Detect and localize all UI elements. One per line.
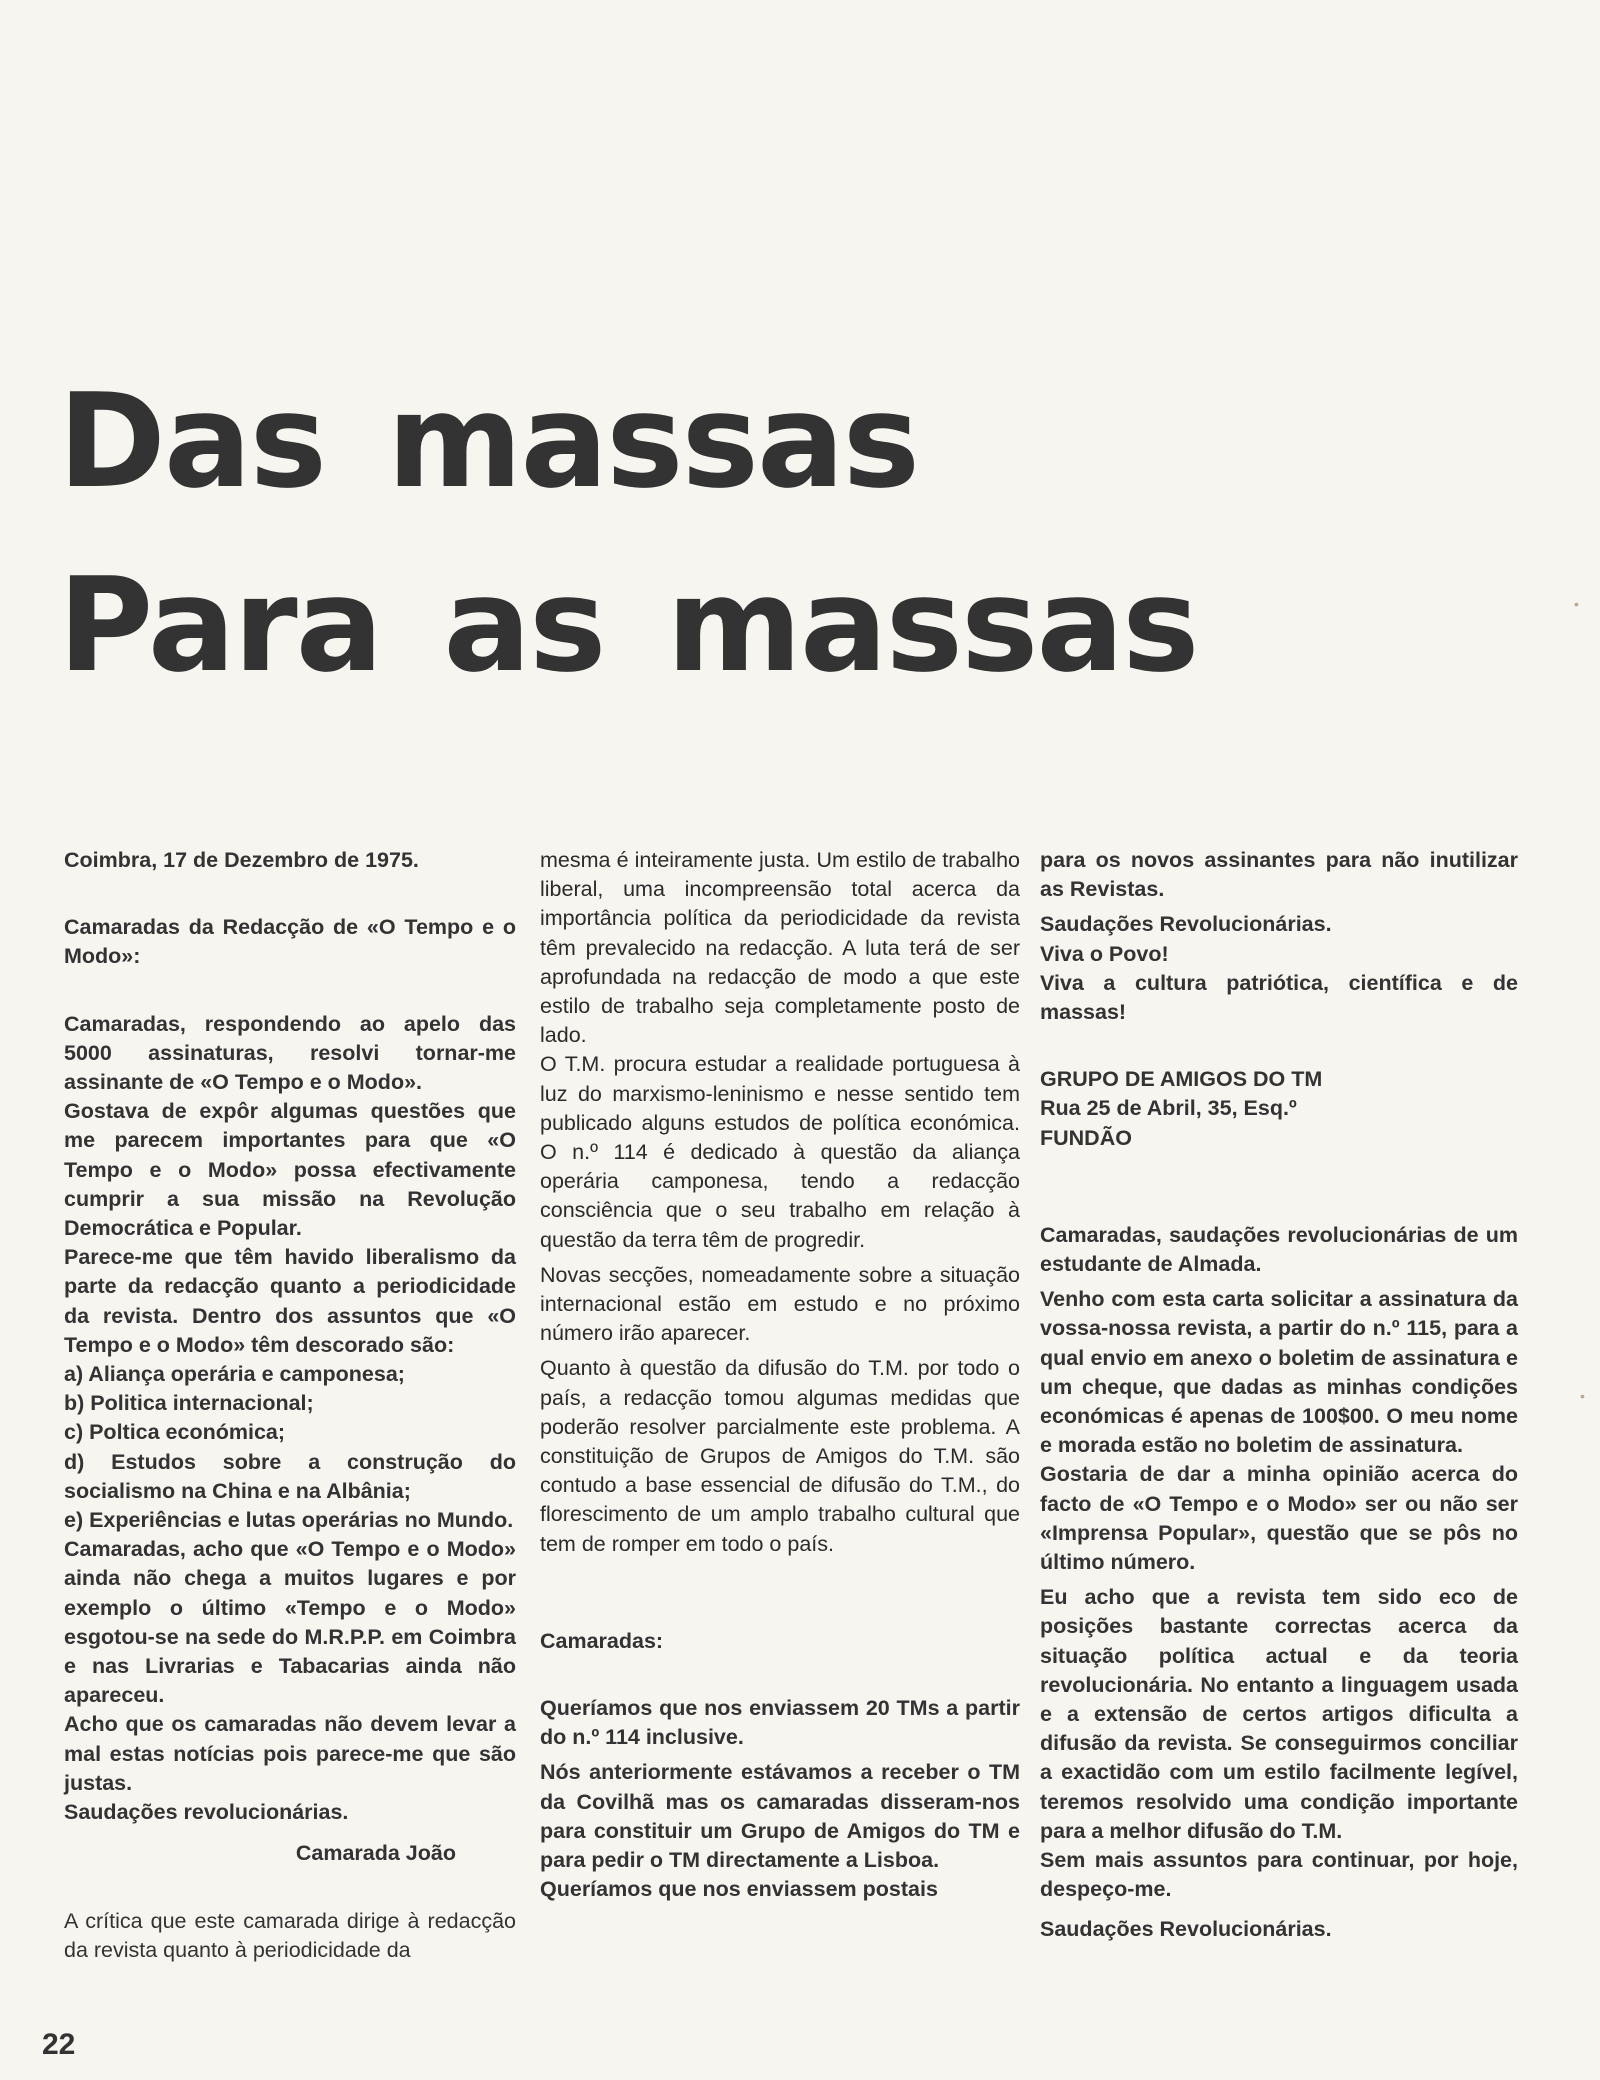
letter-closing: Viva o Povo! bbox=[1040, 941, 1169, 966]
letter-closing: Saudações revolucionárias. bbox=[64, 1800, 349, 1825]
list-item: c) Poltica económica; bbox=[64, 1420, 286, 1445]
paper-speck: • bbox=[1574, 596, 1579, 612]
sender-address: Rua 25 de Abril, 35, Esq.º bbox=[1040, 1096, 1297, 1121]
paragraph: Nós anteriormente estávamos a receber o TM da Covilhã mas os camaradas disseram-nos para constituir um Grupo de Amigos do TM e para pedir o TM directamente a Lisboa. bbox=[540, 1760, 1020, 1873]
column-1 bbox=[64, 846, 516, 1965]
paragraph: Venho com esta carta solicitar a assinatura da vossa-nossa revista, a partir do n.º 115, para a qual envio em anexo o boletim de assinatura e um cheque, que dadas as minhas condições económicas é apenas de 100$00. O meu nome e morada estão no boletim de assinatura. bbox=[1040, 1287, 1518, 1458]
column-3 bbox=[1040, 846, 1518, 1944]
letter-closing: Saudações Revolucionárias. bbox=[1040, 912, 1332, 937]
list-item: e) Experiências e lutas operárias no Mundo. bbox=[64, 1508, 514, 1533]
letter-closing: Viva a cultura patriótica, científica e de massas! bbox=[1040, 970, 1518, 1025]
page-number: 22 bbox=[42, 2028, 76, 2061]
letter-salutation: Camaradas: bbox=[540, 1628, 664, 1653]
sender-name: GRUPO DE AMIGOS DO TM bbox=[1040, 1067, 1323, 1092]
sender-city: FUNDÃO bbox=[1040, 1125, 1132, 1150]
letter-signature: Camarada João bbox=[295, 1841, 456, 1866]
letter-salutation: Camaradas da Redacção de «O Tempo e o Modo»: bbox=[64, 915, 516, 969]
list-item: d) Estudos sobre a construção do socialismo na China e na Albânia; bbox=[64, 1449, 516, 1503]
paragraph: Camaradas, respondendo ao apelo das 5000 assinaturas, resolvi tornar-me assinante de «O Tempo e o Modo». bbox=[64, 1011, 516, 1095]
paper-speck: • bbox=[1580, 1388, 1585, 1404]
paragraph: Acho que os camaradas não devem levar a mal estas notícias pois parece-me que são justas. bbox=[64, 1712, 516, 1795]
paragraph: Camaradas, acho que «O Tempo e o Modo» ainda não chega a muitos lugares e por exemplo o último «Tempo e o Modo» esgotou-se na sede do M.R.P.P. em Coimbra e nas Livrarias e Tabacarias ainda não apareceu. bbox=[64, 1537, 516, 1708]
headline-line-2 bbox=[58, 549, 1198, 701]
paragraph: Eu acho que a revista tem sido eco de posições bastante correctas acerca da situação política actual e da teoria revolucionária. No entanto a linguagem usada e a extensão de certos artigos dificulta a difusão da revista. Se conseguirmos conciliar a exactidão com um estilo facilmente legível, teremos resolvido uma condição importante para a melhor difusão do T.M. bbox=[1040, 1585, 1518, 1843]
paragraph: Gostava de expôr algumas questões que me parecem importantes para que «O Tempo e o Modo» possa efectivamente cumprir a sua missão na Revolução Democrática e Popular. bbox=[64, 1099, 516, 1241]
headline-word: as bbox=[443, 549, 605, 701]
paragraph: Camaradas, saudações revolucionárias de um estudante de Almada. bbox=[1040, 1222, 1518, 1277]
paragraph: Parece-me que têm havido liberalismo da parte da redacção quanto a periodicidade da revista. Dentro dos assuntos que «O Tempo e o Modo» têm descorado são: bbox=[64, 1245, 516, 1357]
letter-closing: Saudações Revolucionárias. bbox=[1040, 1916, 1332, 1941]
headline-line-1 bbox=[58, 365, 919, 517]
editorial-reply: Quanto à questão da difusão do T.M. por todo o país, a redacção tomou algumas medidas que poderão resolver parcialmente este problema. A constituição de Grupos de Amigos do T.M. são contudo a base essencial de difusão do T.M., do florescimento de um amplo trabalho cultural que tem de romper em todo o país. bbox=[540, 1356, 1020, 1556]
editorial-reply: mesma é inteiramente justa. Um estilo de trabalho liberal, uma incompreensão total acerca da importância política da periodicidade da revista têm prevalecido na redacção. A luta terá de ser aprofundada na redacção de modo a que este estilo de trabalho seja completamente posto de lado. bbox=[540, 848, 1020, 1048]
headline-word: massas bbox=[666, 549, 1198, 701]
list-item: b) Politica internacional; bbox=[64, 1391, 314, 1416]
paragraph: Queríamos que nos enviassem 20 TMs a partir do n.º 114 inclusive. bbox=[540, 1696, 1020, 1750]
paragraph: para os novos assinantes para não inutilizar as Revistas. bbox=[1040, 848, 1518, 902]
editorial-reply: A crítica que este camarada dirige à redacção da revista quanto à periodicidade da bbox=[64, 1908, 516, 1962]
headline-word: massas bbox=[387, 365, 919, 517]
headline-word: Para bbox=[58, 549, 382, 701]
letter-date: Coimbra, 17 de Dezembro de 1975. bbox=[64, 848, 419, 872]
headline-word: Das bbox=[58, 365, 326, 517]
paragraph: Sem mais assuntos para continuar, por hoje, despeço-me. bbox=[1040, 1848, 1518, 1902]
editorial-reply: Novas secções, nomeadamente sobre a situação internacional estão em estudo e no próximo número irão aparecer. bbox=[540, 1262, 1020, 1346]
paragraph: Gostaria de dar a minha opinião acerca do facto de «O Tempo e o Modo» ser ou não ser «Imprensa Popular», questão que se pôs no último número. bbox=[1040, 1462, 1518, 1575]
list-item: a) Aliança operária e camponesa; bbox=[64, 1362, 405, 1387]
paragraph: Queríamos que nos enviassem postais bbox=[540, 1877, 938, 1902]
column-2 bbox=[540, 846, 1020, 1905]
editorial-reply: O T.M. procura estudar a realidade portuguesa à luz do marxismo-leninismo e nesse sentido tem publicado alguns estudos de política económica. O n.º 114 é dedicado à questão da aliança operária camponesa, tendo a redacção consciência que o seu trabalho em relação à questão da terra têm de progredir. bbox=[540, 1052, 1020, 1252]
